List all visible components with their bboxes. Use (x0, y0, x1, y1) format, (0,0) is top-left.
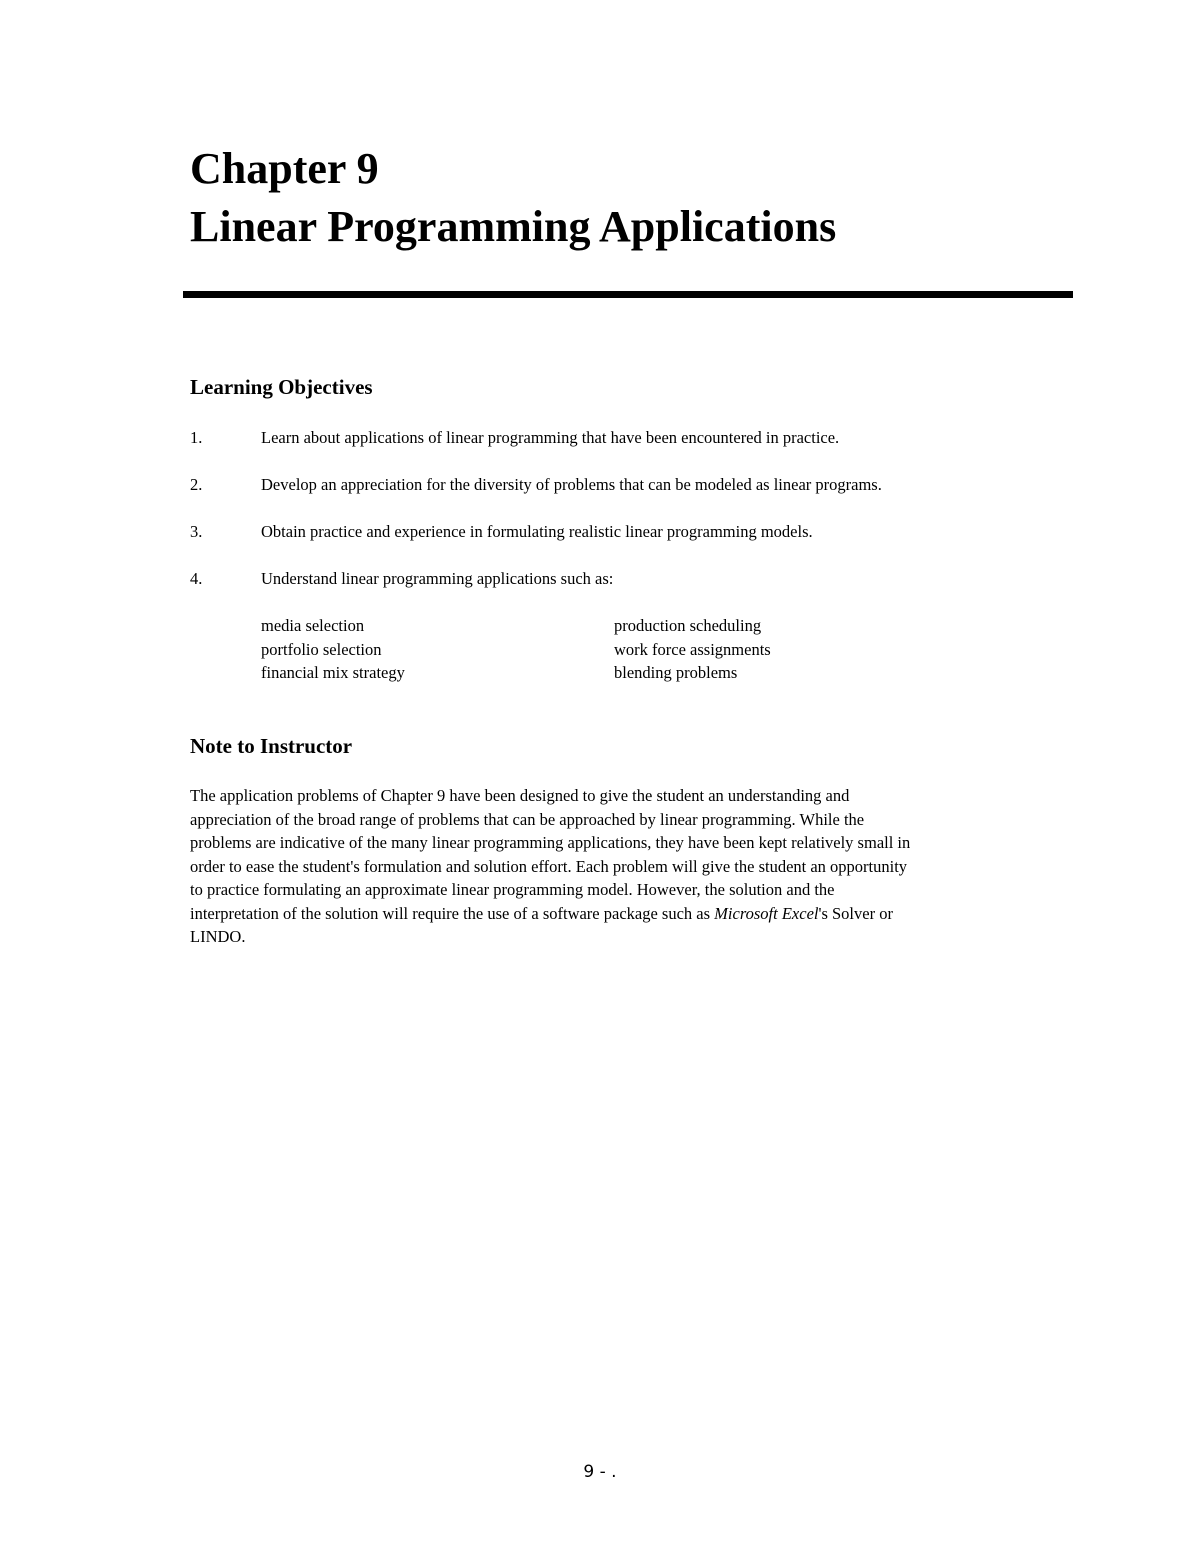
application-item: media selection (261, 616, 365, 635)
applications-list-left (261, 614, 405, 685)
chapter-title (190, 140, 836, 256)
note-to-instructor-heading: Note to Instructor (190, 734, 353, 758)
application-item: work force assignments (614, 639, 771, 659)
application-item: financial mix strategy (261, 663, 405, 682)
learning-objectives-heading: Learning Objectives (190, 375, 373, 399)
note-paragraph (190, 784, 1065, 949)
paragraph-line (190, 902, 1065, 926)
software-name: Microsoft Excel (714, 903, 819, 923)
objective-number: 4. (190, 569, 203, 588)
objective-text: Learn about applications of linear programming that have been encountered in practice. (261, 428, 840, 447)
objective-text: Obtain practice and experience in formulating realistic linear programming models. (261, 522, 813, 541)
paragraph-line: appreciation of the broad range of problems that can be approached by linear programming. While the (190, 809, 865, 829)
paragraph-line: order to ease the student's formulation and solution effort. Each problem will give the student an opportunity (190, 856, 908, 876)
objective-text: Develop an appreciation for the diversity of problems that can be modeled as linear programs. (261, 475, 882, 494)
paragraph-text: 's Solver or (818, 903, 893, 923)
paragraph-line: LINDO. (190, 927, 246, 946)
page-number: 9 - . (583, 1462, 617, 1482)
paragraph-line: problems are indicative of the many linear programming applications, they have been kept relatively small in (190, 833, 911, 852)
application-item: portfolio selection (261, 639, 382, 659)
application-item: production scheduling (614, 616, 762, 635)
chapter-label: Chapter 9 (190, 144, 379, 193)
objective-number: 1. (190, 428, 203, 447)
objective-number: 3. (190, 522, 203, 541)
application-item: blending problems (614, 663, 738, 682)
chapter-name: Linear Programming Applications (190, 202, 837, 251)
objective-text: Understand linear programming applications such as: (261, 569, 614, 588)
paragraph-line: The application problems of Chapter 9 have been designed to give the student an understanding and (190, 786, 850, 805)
paragraph-line: to practice formulating an approximate linear programming model. However, the solution and the (190, 880, 835, 899)
applications-list-right (614, 614, 771, 685)
title-rule-divider (183, 291, 1073, 298)
paragraph-text: interpretation of the solution will require the use of a software package such as (190, 903, 715, 923)
objective-number: 2. (190, 475, 203, 494)
